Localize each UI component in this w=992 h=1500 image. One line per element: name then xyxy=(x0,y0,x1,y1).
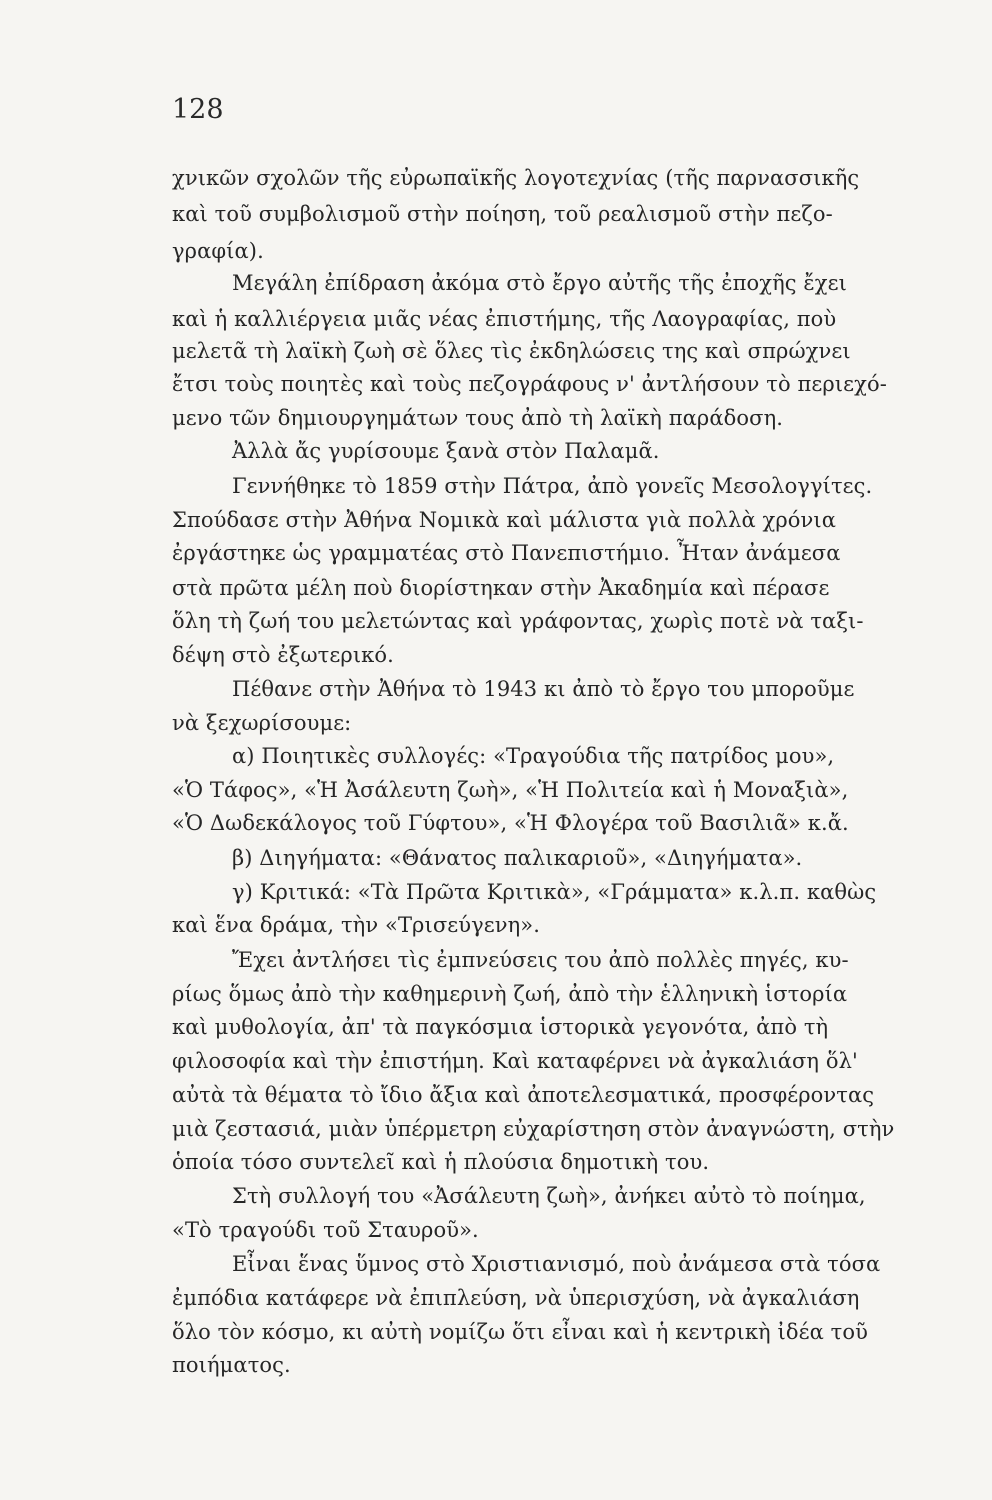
text-line: ὁποία τόσο συντελεῖ καὶ ἡ πλούσια δημοτικὴ του. xyxy=(172,1150,710,1174)
text-line: καὶ ἕνα δράμα, τὴν «Τρισεύγενη». xyxy=(172,913,541,937)
text-line: φιλοσοφία καὶ τὴν ἐπιστήμη. Καὶ καταφέρνει νὰ ἀγκαλιάση ὅλ' xyxy=(172,1049,858,1073)
text-line: ὅλο τὸν κόσμο, κι αὐτὴ νομίζω ὅτι εἶναι καὶ ἡ κεντρικὴ ἰδέα τοῦ xyxy=(172,1320,868,1344)
text-line: καὶ τοῦ συμβολισμοῦ στὴν ποίηση, τοῦ ρεαλισμοῦ στὴν πεζο- xyxy=(172,202,833,226)
text-line: Γεννήθηκε τὸ 1859 στὴν Πάτρα, ἀπὸ γονεῖς Μεσολογγίτες. xyxy=(232,474,873,498)
text-line: ἐμπόδια κατάφερε νὰ ἐπιπλεύση, νὰ ὑπερισχύση, νὰ ἀγκαλιάση xyxy=(172,1286,860,1310)
text-line: μελετᾶ τὴ λαϊκὴ ζωὴ σὲ ὅλες τὶς ἐκδηλώσεις της καὶ σπρώχνει xyxy=(172,339,851,363)
text-line: «Ὁ Δωδεκάλογος τοῦ Γύφτου», «Ἡ Φλογέρα τοῦ Βασιλιᾶ» κ.ἄ. xyxy=(172,811,849,835)
text-line: Στὴ συλλογή του «Ἀσάλευτη ζωὴ», ἀνήκει αὐτὸ τὸ ποίημα, xyxy=(232,1184,866,1208)
text-line: Πέθανε στὴν Ἀθήνα τὸ 1943 κι ἀπὸ τὸ ἔργο του μποροῦμε xyxy=(232,677,855,701)
text-line: χνικῶν σχολῶν τῆς εὐρωπαϊκῆς λογοτεχνίας (τῆς παρνασσικῆς xyxy=(172,166,860,190)
text-line: Ἀλλὰ ἄς γυρίσουμε ξανὰ στὸν Παλαμᾶ. xyxy=(232,439,660,463)
text-line: γραφία). xyxy=(172,239,264,263)
text-line: α) Ποιητικὲς συλλογές: «Τραγούδια τῆς πατρίδος μου», xyxy=(232,744,835,768)
text-line: ποιήματος. xyxy=(172,1353,291,1377)
text-line: Σπούδασε στὴν Ἀθήνα Νομικὰ καὶ μάλιστα γιὰ πολλὰ χρόνια xyxy=(172,508,836,532)
text-line: β) Διηγήματα: «Θάνατος παλικαριοῦ», «Διηγήματα». xyxy=(232,846,803,870)
text-line: αὐτὰ τὰ θέματα τὸ ἴδιο ἄξια καὶ ἀποτελεσματικά, προσφέροντας xyxy=(172,1083,875,1107)
text-line: καὶ ἡ καλλιέργεια μιᾶς νέας ἐπιστήμης, τῆς Λαογραφίας, ποὺ xyxy=(172,307,837,331)
text-line: ἔτσι τοὺς ποιητὲς καὶ τοὺς πεζογράφους ν' ἀντλήσουν τὸ περιεχό- xyxy=(172,372,887,396)
text-line: καὶ μυθολογία, ἀπ' τὰ παγκόσμια ἱστορικὰ γεγονότα, ἀπὸ τὴ xyxy=(172,1015,829,1039)
text-line: ἐργάστηκε ὡς γραμματέας στὸ Πανεπιστήμιο. Ἦταν ἀνάμεσα xyxy=(172,541,841,565)
page-number: 128 xyxy=(172,94,224,125)
text-line: ρίως ὅμως ἀπὸ τὴν καθημερινὴ ζωή, ἀπὸ τὴν ἑλληνικὴ ἱστορία xyxy=(172,982,848,1006)
text-line: στὰ πρῶτα μέλη ποὺ διορίστηκαν στὴν Ἀκαδημία καὶ πέρασε xyxy=(172,576,830,600)
text-line: Ἔχει ἀντλήσει τὶς ἐμπνεύσεις του ἀπὸ πολλὲς πηγές, κυ- xyxy=(232,948,849,972)
text-line: μενο τῶν δημιουργημάτων τους ἀπὸ τὴ λαϊκὴ παράδοση. xyxy=(172,406,784,430)
text-line: Εἶναι ἕνας ὕμνος στὸ Χριστιανισμό, ποὺ ἀνάμεσα στὰ τόσα xyxy=(232,1252,881,1276)
text-line: γ) Κριτικά: «Τὰ Πρῶτα Κριτικὰ», «Γράμματα» κ.λ.π. καθὼς xyxy=(232,880,877,904)
text-line: δέψη στὸ ἐξωτερικό. xyxy=(172,643,394,667)
text-line: «Τὸ τραγούδι τοῦ Σταυροῦ». xyxy=(172,1218,479,1242)
text-line: ὅλη τὴ ζωή του μελετώντας καὶ γράφοντας, χωρὶς ποτὲ νὰ ταξι- xyxy=(172,609,864,633)
text-line: Μεγάλη ἐπίδραση ἀκόμα στὸ ἔργο αὐτῆς τῆς ἐποχῆς ἔχει xyxy=(232,271,847,295)
text-line: «Ὁ Τάφος», «Ἡ Ἀσάλευτη ζωὴ», «Ἡ Πολιτεία καὶ ἡ Μοναξιὰ», xyxy=(172,778,849,802)
text-line: νὰ ξεχωρίσουμε: xyxy=(172,711,352,735)
text-line: μιὰ ζεστασιά, μιὰν ὑπέρμετρη εὐχαρίστηση στὸν ἀναγνώστη, στὴν xyxy=(172,1117,895,1141)
